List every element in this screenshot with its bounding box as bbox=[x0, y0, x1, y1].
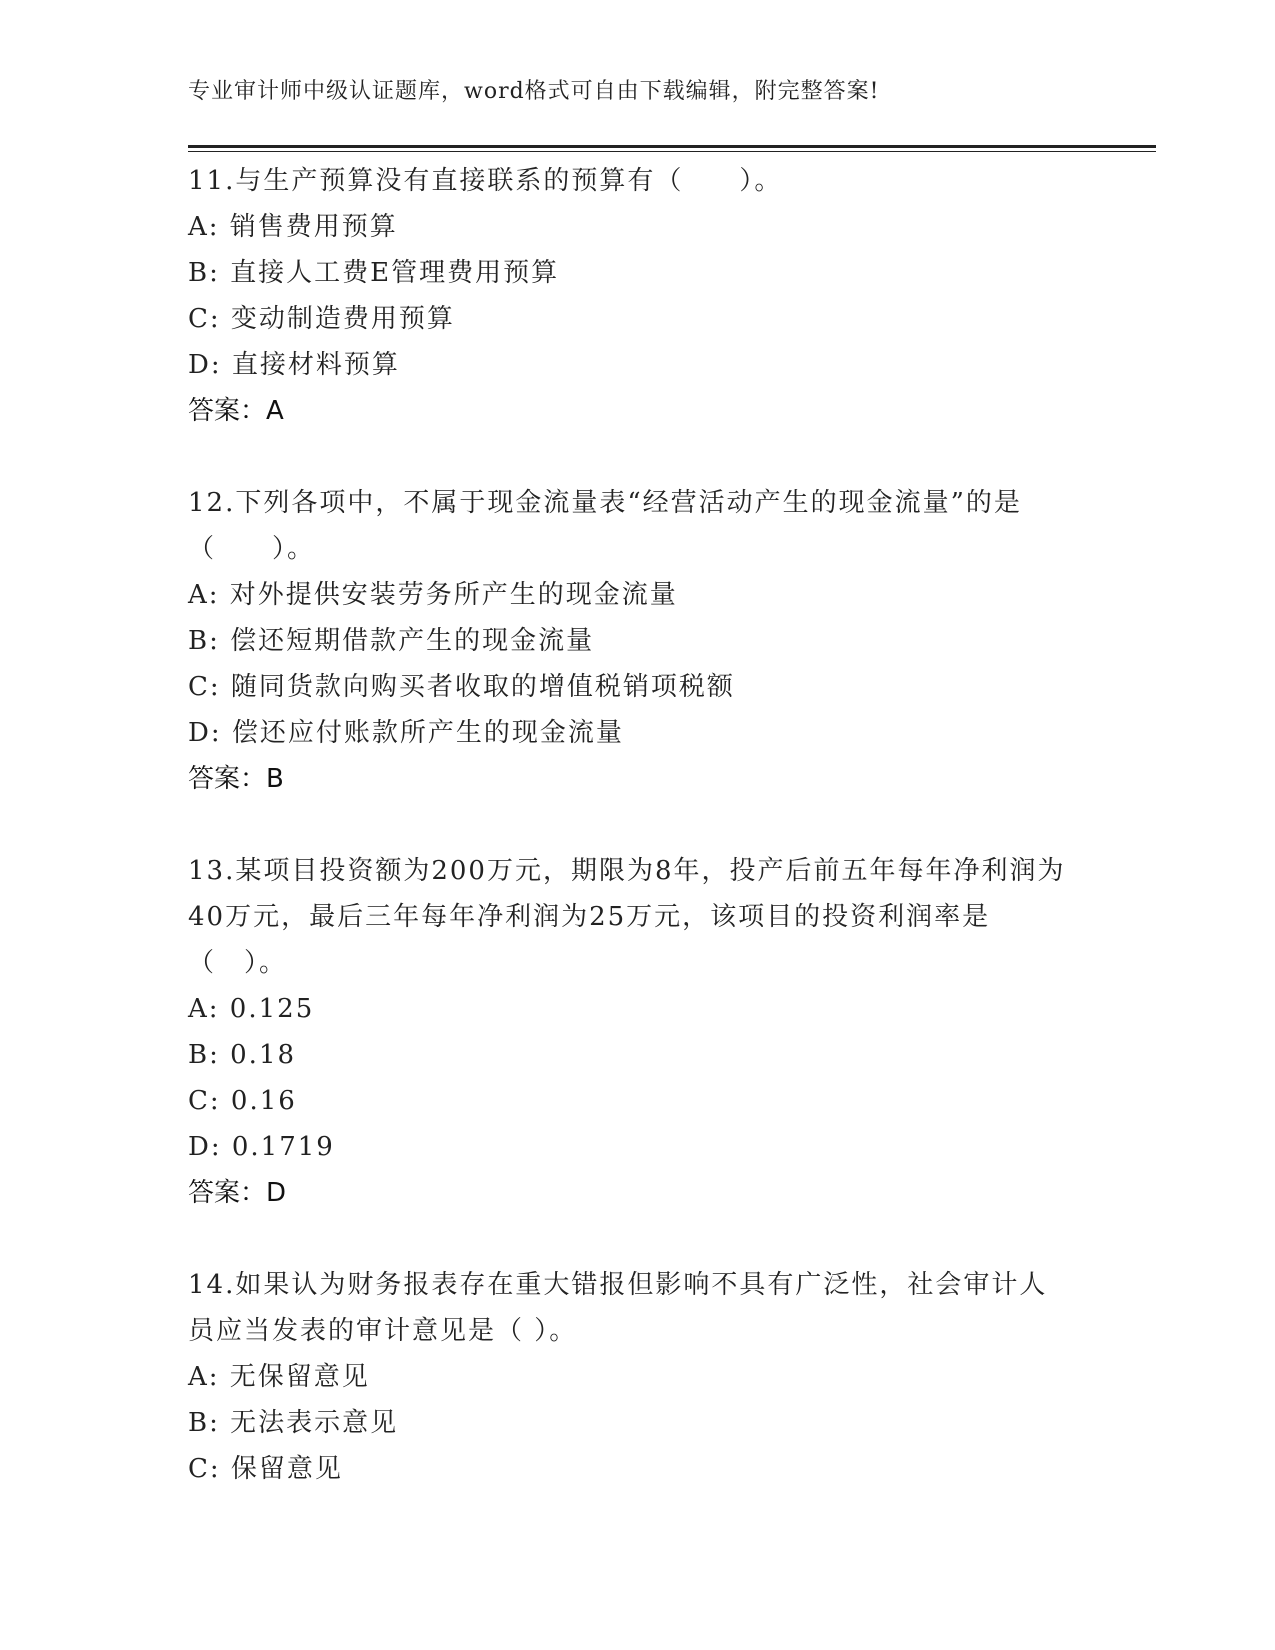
question-stem: 14.如果认为财务报表存在重大错报但影响不具有广泛性，社会审计人员应当发表的审计意见是（ ）。 bbox=[188, 1270, 1048, 1346]
option-c: C: 保留意见 bbox=[188, 1454, 343, 1484]
question-spacer bbox=[188, 1216, 1068, 1262]
answer: 答案：D bbox=[188, 1178, 287, 1208]
option-a: A: 对外提供安装劳务所产生的现金流量 bbox=[188, 580, 678, 610]
answer: 答案：B bbox=[188, 764, 284, 794]
header-rule-thin bbox=[188, 151, 1156, 152]
option-c: C: 随同货款向购买者收取的增值税销项税额 bbox=[188, 672, 735, 702]
question-stem: 13.某项目投资额为200万元，期限为8年，投产后前五年每年净利润为40万元，最后三年每年净利润为25万元，该项目的投资利润率是（ ）。 bbox=[188, 856, 1066, 978]
option-b: B: 0.18 bbox=[188, 1040, 297, 1070]
header-rule-thick bbox=[188, 145, 1156, 148]
question-stem: 11.与生产预算没有直接联系的预算有（ ）。 bbox=[188, 166, 783, 196]
option-a: A: 无保留意见 bbox=[188, 1362, 370, 1392]
option-b: B: 直接人工费E管理费用预算 bbox=[188, 258, 560, 288]
question-12 bbox=[188, 480, 1068, 802]
question-11 bbox=[188, 158, 1068, 434]
option-c: C: 变动制造费用预算 bbox=[188, 304, 455, 334]
option-d: D: 直接材料预算 bbox=[188, 350, 400, 380]
option-d: D: 偿还应付账款所产生的现金流量 bbox=[188, 718, 624, 748]
question-14 bbox=[188, 1262, 1068, 1492]
option-a: A: 销售费用预算 bbox=[188, 212, 398, 242]
page-header: 专业审计师中级认证题库，word格式可自由下载编辑，附完整答案! bbox=[188, 79, 880, 104]
option-b: B: 偿还短期借款产生的现金流量 bbox=[188, 626, 595, 656]
question-list bbox=[188, 158, 1068, 1492]
question-stem: 12.下列各项中，不属于现金流量表“经营活动产生的现金流量”的是（ ）。 bbox=[188, 488, 1022, 564]
answer: 答案：A bbox=[188, 396, 284, 426]
option-d: D: 0.1719 bbox=[188, 1132, 335, 1162]
option-c: C: 0.16 bbox=[188, 1086, 297, 1116]
option-a: A: 0.125 bbox=[188, 994, 315, 1024]
option-b: B: 无法表示意见 bbox=[188, 1408, 399, 1438]
question-spacer bbox=[188, 802, 1068, 848]
question-13 bbox=[188, 848, 1068, 1216]
question-spacer bbox=[188, 434, 1068, 480]
